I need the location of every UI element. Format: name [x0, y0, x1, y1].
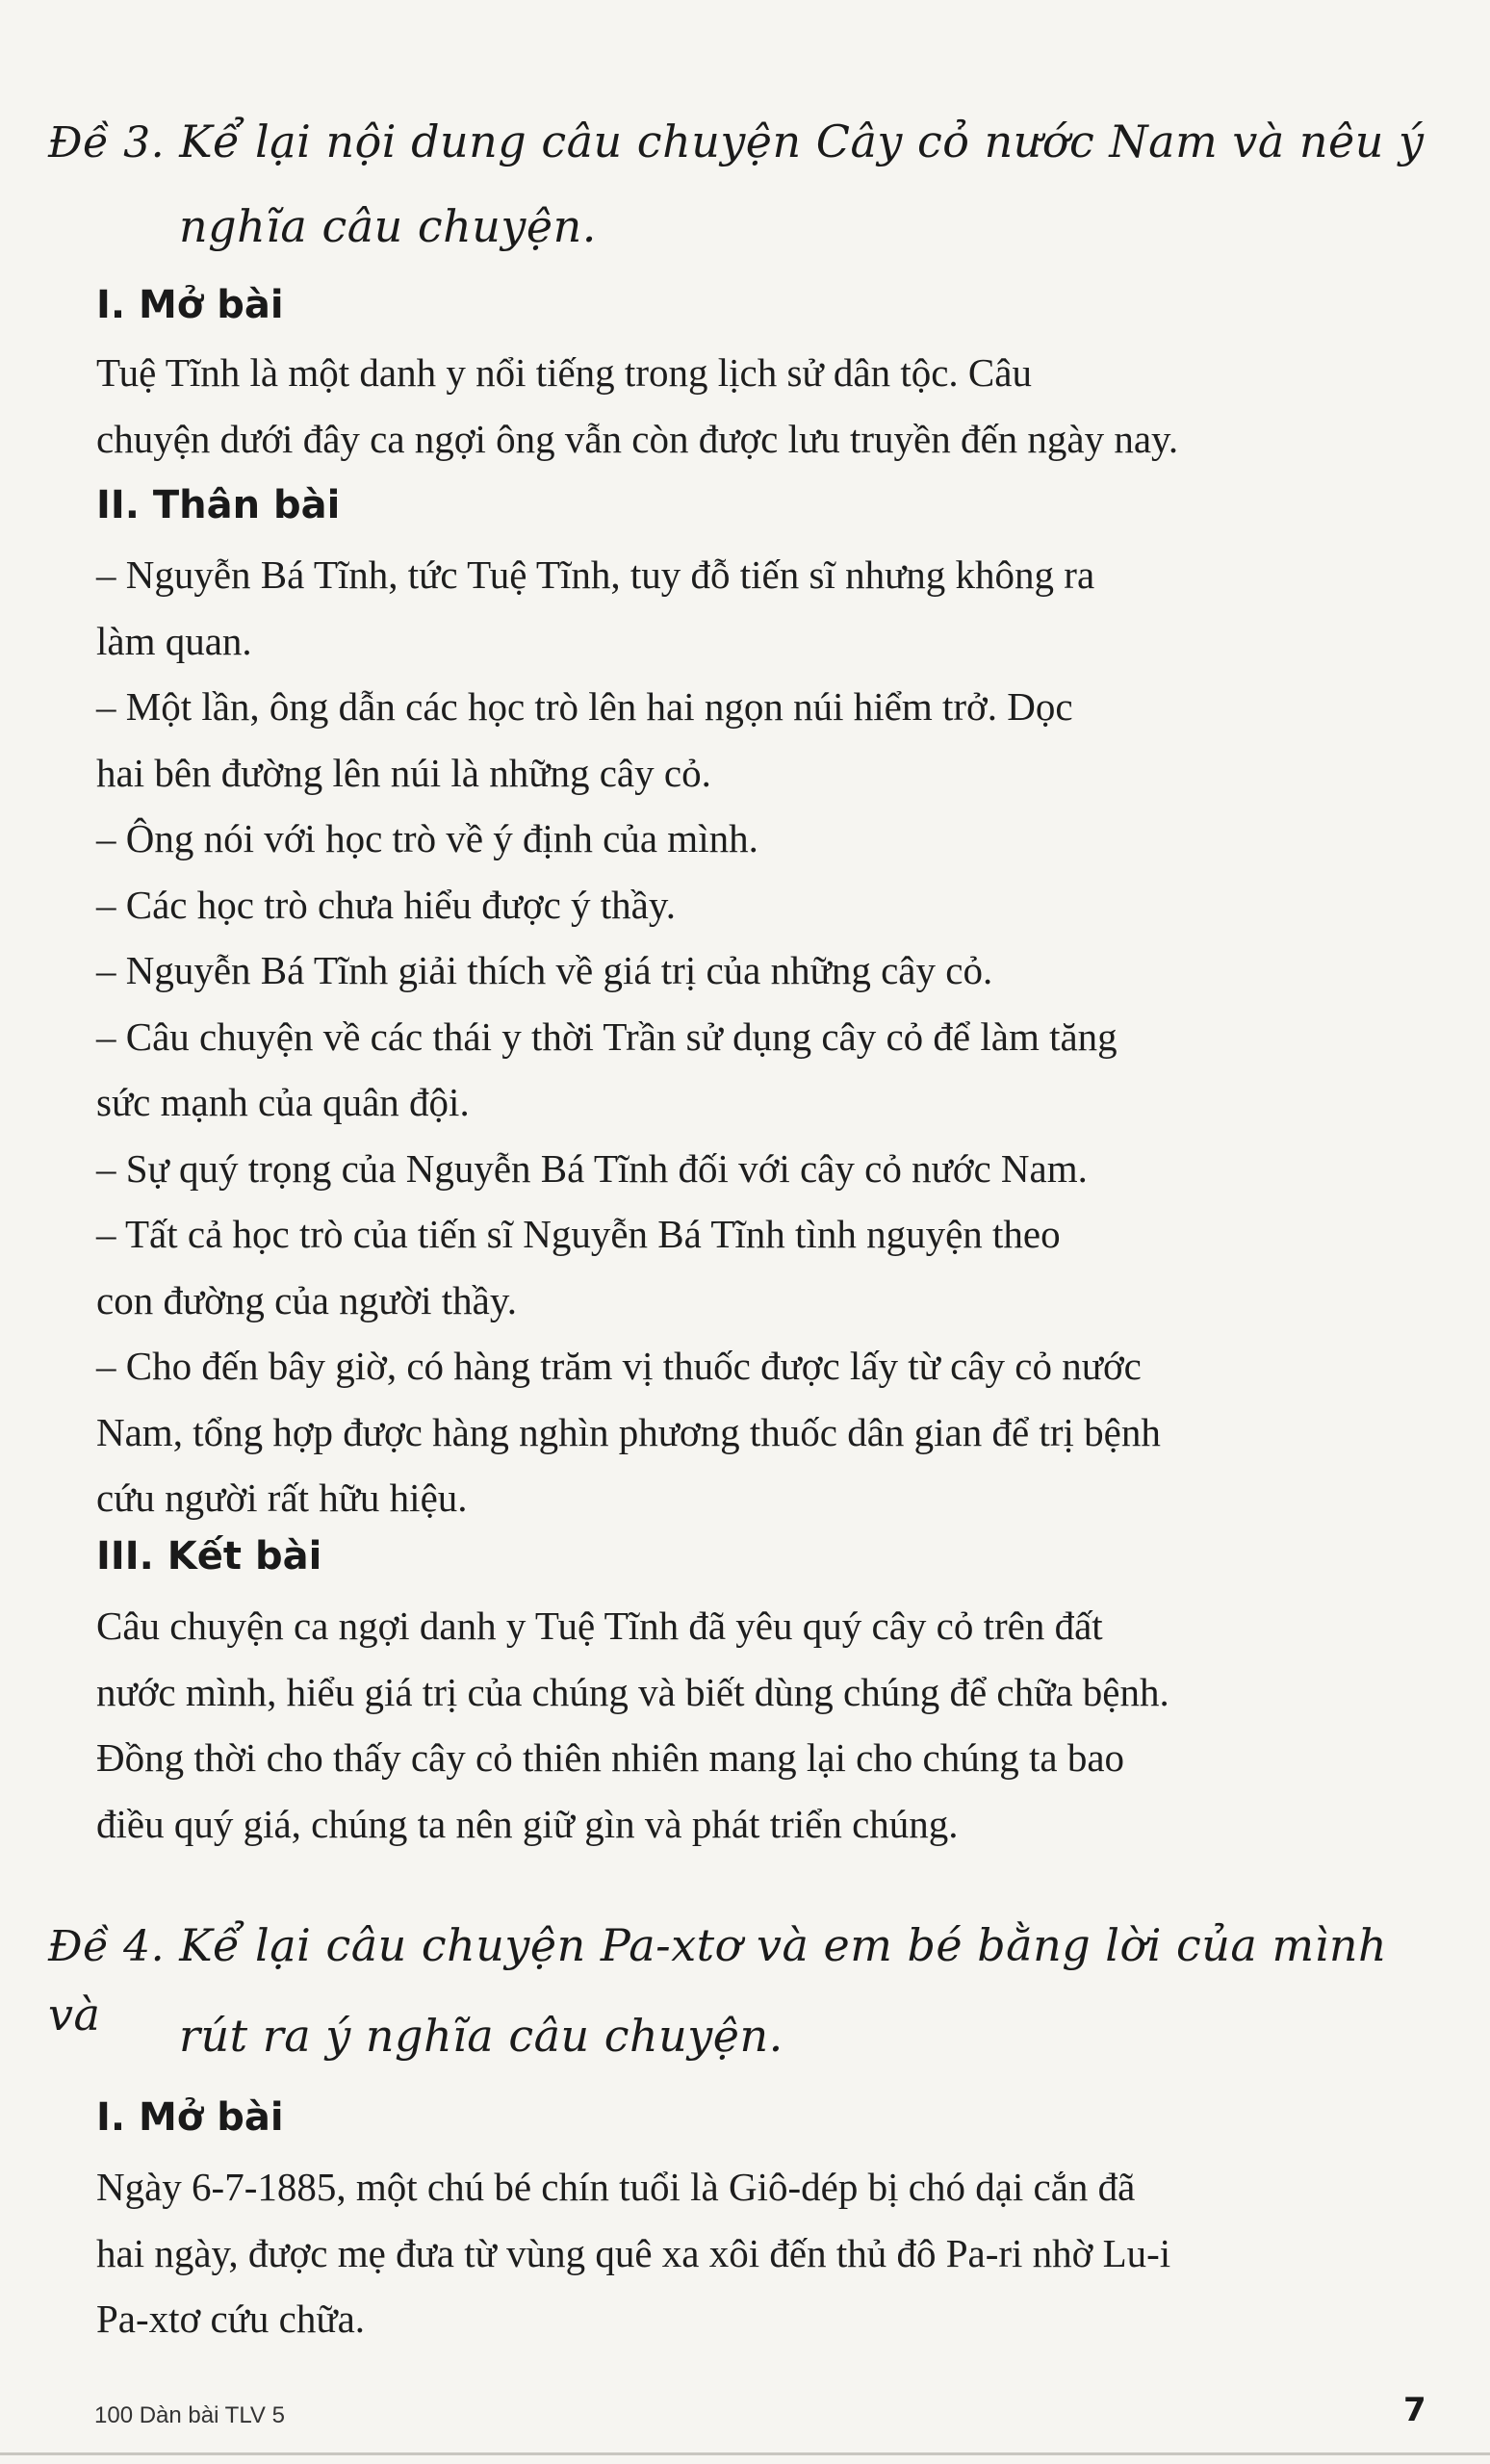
section-3-than-bai-heading: II. Thân bài — [96, 483, 341, 527]
mo-bai-3-line-1: Tuệ Tĩnh là một danh y nổi tiếng trong lịch sử dân tộc. Câu — [96, 350, 1032, 395]
page-bottom-edge — [0, 2452, 1490, 2455]
topic-4-title-continued — [179, 2002, 784, 2069]
than-bai-line-13: – Cho đến bây giờ, có hàng trăm vị thuốc được lấy từ cây cỏ nước — [96, 1344, 1142, 1388]
topic-3-title-continued — [179, 192, 597, 260]
mo-bai-4-line-1: Ngày 6-7-1885, một chú bé chín tuổi là Giô-dép bị chó dại cắn đã — [96, 2165, 1136, 2209]
topic-4-line-1: Kể lại câu chuyện Pa-xtơ và em bé bằng lời của mình và — [48, 1919, 1388, 2040]
than-bai-line-11: – Tất cả học trò của tiến sĩ Nguyễn Bá Tĩnh tình nguyện theo — [96, 1212, 1061, 1256]
than-bai-line-2: làm quan. — [96, 618, 252, 663]
than-bai-line-14: Nam, tổng hợp được hàng nghìn phương thuốc dân gian để trị bệnh — [96, 1409, 1161, 1454]
topic-3-line-1: Kể lại nội dung câu chuyện Cây cỏ nước Nam và nêu ý — [179, 116, 1425, 167]
section-3-mo-bai-heading: I. Mở bài — [96, 283, 284, 327]
than-bai-line-5: – Ông nói với học trò về ý định của mình. — [96, 816, 758, 860]
than-bai-line-1: – Nguyễn Bá Tĩnh, tức Tuệ Tĩnh, tuy đỗ tiến sĩ nhưng không ra — [96, 552, 1095, 597]
footer-book-title: 100 Dàn bài TLV 5 — [94, 2402, 285, 2428]
ket-bai-line-4: điều quý giá, chúng ta nên giữ gìn và phát triển chúng. — [96, 1801, 959, 1846]
than-bai-line-12: con đường của người thầy. — [96, 1277, 517, 1322]
than-bai-line-8: – Câu chuyện về các thái y thời Trần sử dụng cây cỏ để làm tăng — [96, 1014, 1118, 1059]
than-bai-line-6: – Các học trò chưa hiểu được ý thầy. — [96, 882, 676, 927]
than-bai-line-9: sức mạnh của quân đội. — [96, 1080, 470, 1124]
topic-3-line-2: nghĩa câu chuyện. — [179, 200, 597, 252]
section-3-ket-bai-heading: III. Kết bài — [96, 1534, 322, 1578]
mo-bai-3-line-2: chuyện dưới đây ca ngợi ông vẫn còn được lưu truyền đến ngày nay. — [96, 416, 1179, 461]
section-4-mo-bai-text — [96, 2154, 1425, 2352]
topic-4-label: Đề 4. — [48, 1922, 166, 1971]
section-4-mo-bai-heading: I. Mở bài — [96, 2095, 284, 2140]
than-bai-line-10: – Sự quý trọng của Nguyễn Bá Tĩnh đối với cây cỏ nước Nam. — [96, 1145, 1088, 1191]
ket-bai-line-3: Đồng thời cho thấy cây cỏ thiên nhiên mang lại cho chúng ta bao — [96, 1735, 1125, 1780]
than-bai-line-15: cứu người rất hữu hiệu. — [96, 1476, 468, 1520]
than-bai-line-7: – Nguyễn Bá Tĩnh giải thích về giá trị của những cây cỏ. — [96, 948, 993, 992]
topic-4-line-2: rút ra ý nghĩa câu chuyện. — [179, 2010, 784, 2062]
section-3-than-bai-text — [96, 542, 1425, 1531]
ket-bai-line-1: Câu chuyện ca ngợi danh y Tuệ Tĩnh đã yêu quý cây cỏ trên đất — [96, 1604, 1103, 1648]
mo-bai-4-line-3: Pa-xtơ cứu chữa. — [96, 2297, 366, 2341]
topic-3-label: Đề 3. — [48, 118, 166, 167]
ket-bai-line-2: nước mình, hiểu giá trị của chúng và biết dùng chúng để chữa bệnh. — [96, 1669, 1169, 1714]
than-bai-line-4: hai bên đường lên núi là những cây cỏ. — [96, 750, 711, 795]
page-number: 7 — [1403, 2391, 1426, 2429]
section-3-ket-bai-text — [96, 1593, 1425, 1857]
than-bai-line-3: – Một lần, ông dẫn các học trò lên hai ngọn núi hiểm trở. Dọc — [96, 684, 1073, 729]
mo-bai-4-line-2: hai ngày, được mẹ đưa từ vùng quê xa xôi đến thủ đô Pa-ri nhờ Lu-i — [96, 2230, 1171, 2275]
topic-3-title — [48, 108, 1444, 177]
section-3-mo-bai-text — [96, 340, 1425, 472]
